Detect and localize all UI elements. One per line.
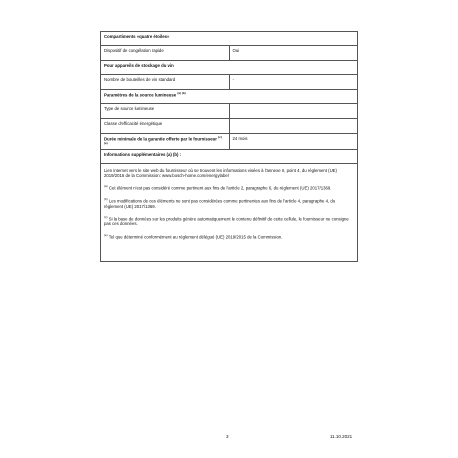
section-freezer-row <box>101 32 358 46</box>
quick-freeze-row <box>101 46 358 61</box>
footnote-a-mark: (a) <box>104 184 108 189</box>
section-extra-row <box>101 150 358 164</box>
light-type-row <box>101 104 358 119</box>
footnote-e <box>104 234 354 240</box>
section-freezer-title: Compartiments «quatre étoiles» <box>101 32 358 46</box>
footnote-c-mark: (c) <box>104 214 108 219</box>
product-info-table <box>100 31 358 262</box>
quick-freeze-label: Dispositif de congélation rapide <box>101 46 230 61</box>
energy-class-row <box>101 119 358 134</box>
section-light-row <box>101 90 358 104</box>
wine-bottles-value: - <box>229 75 358 90</box>
section-light-notes: (a) (b) <box>177 91 186 95</box>
warranty-label: Durée minimale de la garantie offerte par le fournisseur <box>104 136 217 142</box>
warranty-row <box>101 134 358 150</box>
page-number: 3 <box>226 434 229 439</box>
footnote-b-text: Les modifications de ces éléments ne sont pas considérées comme pertinentes aux fins de l'article 4, paragraphe 4, du règlement (UE) 2017/1369. <box>104 198 336 209</box>
footnote-c-text: Si la base de données sur les produits génère automatiquement le contenu définitif de cette cellule, le fournisseur ne consigne pas ces données. <box>104 216 349 227</box>
footnote-b-mark: (b) <box>104 197 108 202</box>
footnote-b <box>104 198 354 209</box>
warranty-notes: (c) (e) <box>104 135 222 145</box>
light-type-value <box>229 104 358 119</box>
quick-freeze-value: Oui <box>229 46 358 61</box>
wine-bottles-row <box>101 75 358 90</box>
section-wine-title: Pour appareils de stockage du vin <box>101 61 358 75</box>
section-light-cell <box>101 90 358 104</box>
warranty-value: 24 mois <box>229 134 358 150</box>
section-light-title: Paramètres de la source lumineuse <box>104 92 177 98</box>
section-extra-title: Informations supplémentaires (a) (b) : <box>101 150 358 164</box>
energy-class-label: Classe d'efficacité énergétique <box>101 119 230 134</box>
energy-class-value <box>229 119 358 134</box>
info-row <box>101 164 358 262</box>
warranty-label-cell <box>101 134 230 150</box>
wine-bottles-label: Nombre de bouteilles de vin standard <box>101 75 230 90</box>
footnote-a-text: Cet élément n'est pas considéré comme pertinent aux fins de l'article 2, paragraphe 6, du règlement (UE) 2017/1369. <box>108 185 332 191</box>
footnote-a <box>104 185 354 191</box>
document-date: 11.10.2021 <box>330 434 353 439</box>
footnote-e-text: Tel que déterminé conformément au règlement délégué (UE) 2019/2015 de la Commission. <box>108 233 283 239</box>
footnote-c <box>104 216 354 227</box>
section-wine-row <box>101 61 358 75</box>
info-link-text: Lien internet vers le site web du fournisseur où se trouvent les informations visées à l'annexe II, point 4, du règlement (UE) 2019/2016 de la Commission: www.bosch-home.com/energylabel <box>104 168 337 179</box>
info-cell <box>101 164 358 262</box>
footnote-e-mark: (e) <box>104 232 108 237</box>
light-type-label: Type de source lumineuse <box>101 104 230 119</box>
